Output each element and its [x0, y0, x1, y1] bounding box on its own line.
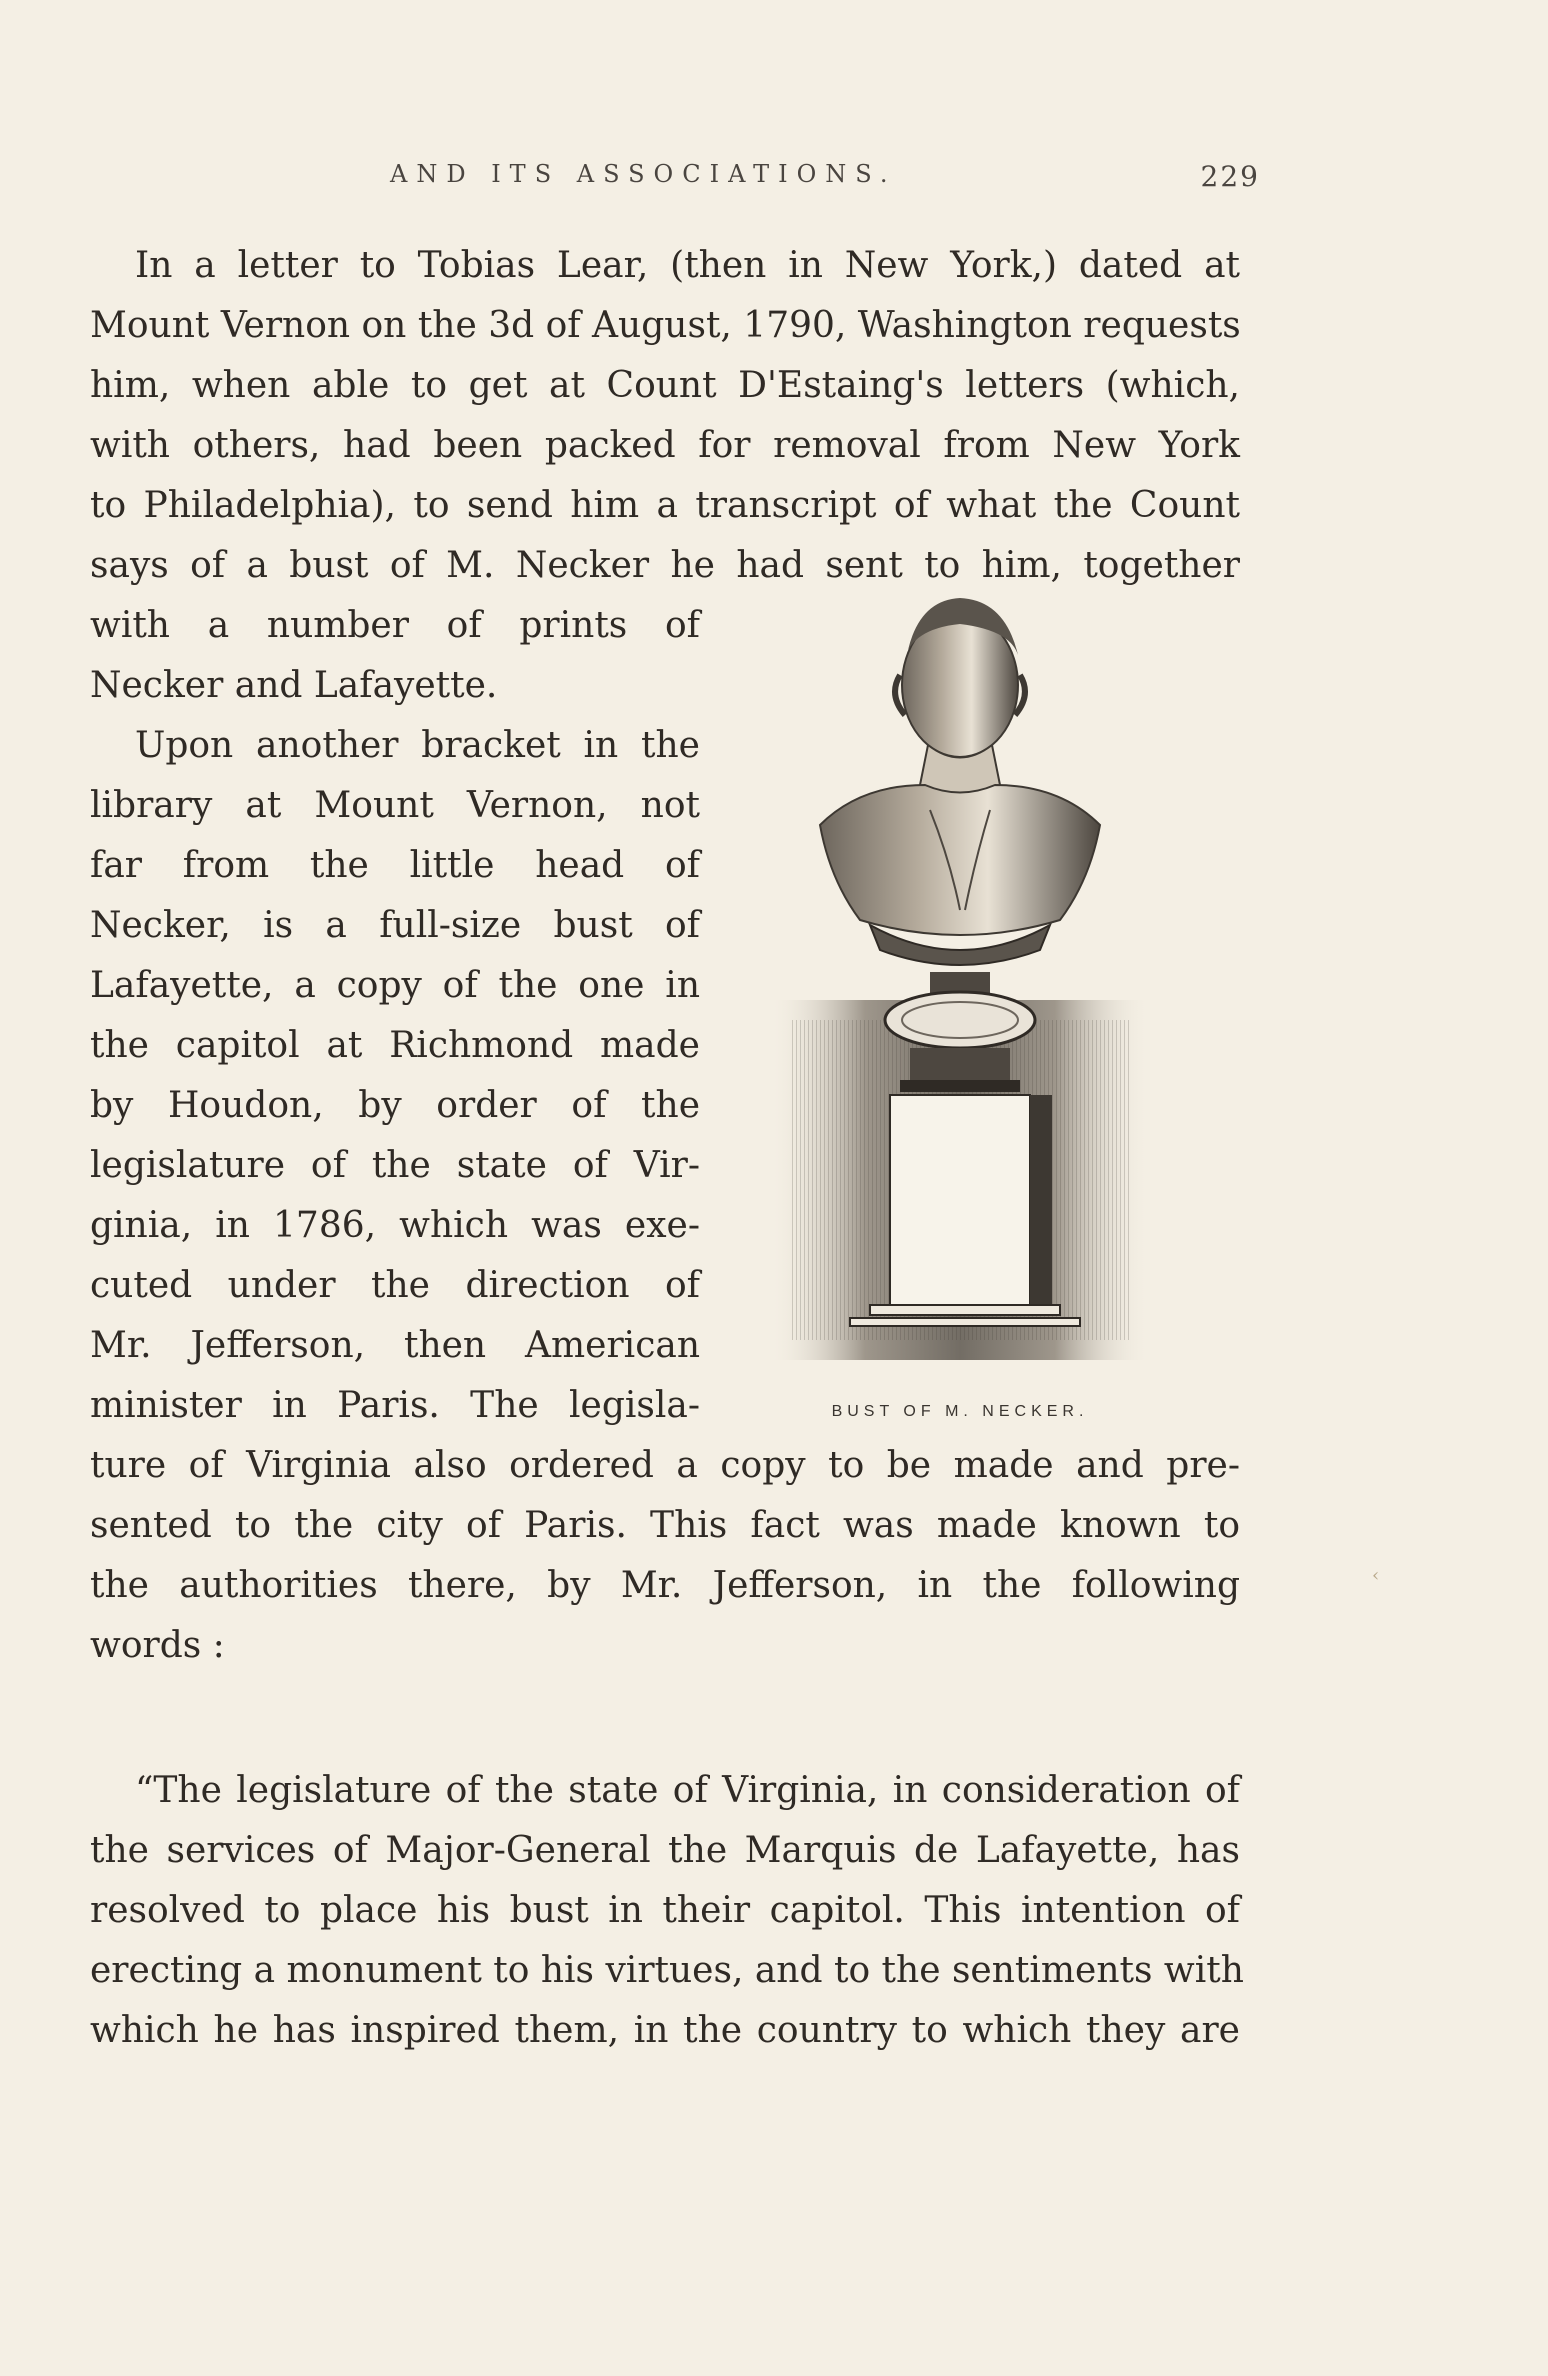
- text-line: the capitol at Richmond made: [90, 1025, 700, 1066]
- text-line: the services of Major-General the Marquis de Lafayette, has: [90, 1830, 1240, 1871]
- bust-engraving-illustration: [760, 580, 1160, 1460]
- text-line: the authorities there, by Mr. Jefferson, in the following: [90, 1565, 1240, 1606]
- text-line: with others, had been packed for removal from New York: [90, 425, 1240, 466]
- running-title: AND ITS ASSOCIATIONS.: [390, 160, 897, 188]
- text-line: Lafayette, a copy of the one in: [90, 965, 700, 1006]
- text-line: words :: [90, 1625, 225, 1666]
- text-line: legislature of the state of Vir-: [90, 1145, 700, 1186]
- bust-icon: [760, 580, 1160, 1400]
- text-line: with a number of prints of: [90, 605, 700, 646]
- text-line: him, when able to get at Count D'Estaing's letters (which,: [90, 365, 1240, 406]
- margin-mark: ‹: [1372, 1565, 1380, 1586]
- text-line: In a letter to Tobias Lear, (then in New York,) dated at: [135, 245, 1240, 286]
- text-line: by Houdon, by order of the: [90, 1085, 700, 1126]
- text-line: “The legislature of the state of Virginia, in consideration of: [135, 1770, 1240, 1811]
- text-line: ture of Virginia also ordered a copy to be made and pre-: [90, 1445, 1240, 1486]
- text-line: erecting a monument to his virtues, and to the sentiments with: [90, 1950, 1244, 1991]
- text-line: library at Mount Vernon, not: [90, 785, 700, 826]
- text-line: to Philadelphia), to send him a transcript of what the Count: [90, 485, 1240, 526]
- text-line: which he has inspired them, in the country to which they are: [90, 2010, 1240, 2051]
- figure-caption: BUST OF M. NECKER.: [831, 1403, 1089, 1420]
- text-line: Necker and Lafayette.: [90, 665, 498, 706]
- text-line: Mount Vernon on the 3d of August, 1790, Washington requests: [90, 305, 1241, 346]
- text-line: minister in Paris. The legisla-: [90, 1385, 700, 1426]
- text-line: Upon another bracket in the: [135, 725, 700, 766]
- text-line: cuted under the direction of: [90, 1265, 700, 1306]
- text-line: sented to the city of Paris. This fact was made known to: [90, 1505, 1240, 1546]
- text-line: resolved to place his bust in their capitol. This intention of: [90, 1890, 1240, 1931]
- text-line: says of a bust of M. Necker he had sent to him, together: [90, 545, 1240, 586]
- text-line: ginia, in 1786, which was exe-: [90, 1205, 700, 1246]
- running-header: [90, 160, 1260, 200]
- page-number: 229: [1200, 160, 1260, 193]
- text-line: Mr. Jefferson, then American: [90, 1325, 700, 1366]
- text-line: far from the little head of: [90, 845, 700, 886]
- text-line: Necker, is a full-size bust of: [90, 905, 700, 946]
